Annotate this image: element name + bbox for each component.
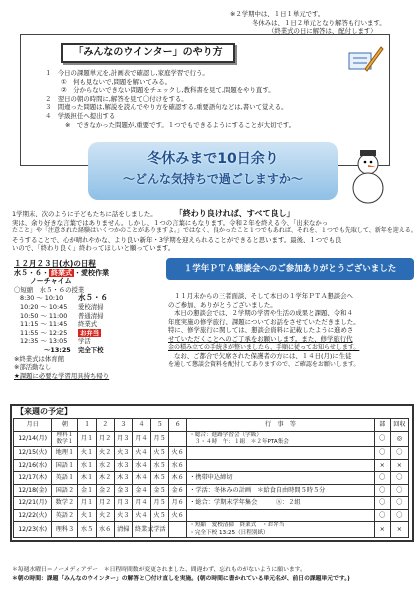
top-note-line: （終業式の日に解答は、配付します）: [268, 27, 377, 36]
table-row: [14, 484, 409, 497]
table-cell: 国語２: [52, 484, 78, 497]
table-cell: 〇: [374, 472, 390, 485]
table-header-cell: ５: [150, 419, 168, 432]
table-cell: 木５: [150, 472, 168, 485]
table-cell: 〇: [390, 447, 408, 460]
pta-line: １１月末からの三者面談、そして本日の１学年ＰＴＡ懇談会へ: [174, 292, 353, 300]
table-header-cell: ２: [96, 419, 114, 432]
table-cell: 月５: [150, 497, 168, 510]
table-cell: 水３: [114, 459, 132, 472]
table-cell: 火５: [150, 509, 168, 522]
table-cell: 火１: [78, 509, 96, 522]
table-cell: 数学２: [52, 497, 78, 510]
table-header-cell: 部: [374, 419, 390, 432]
schedule-event: 水５・６: [78, 293, 108, 303]
table-cell: 火６: [169, 447, 187, 460]
pta-line: を通して懇談会資料を配付してありますので、ご確認をお願いします。: [168, 360, 360, 368]
schedule-time: ～13:25: [44, 345, 71, 354]
step-item: ４ 学級担任へ提出する: [45, 111, 116, 120]
table-cell: 国語１: [52, 459, 78, 472]
table-cell: ×: [374, 459, 390, 472]
schedule-time: 11:55 ～ 12:25: [20, 328, 68, 337]
table-cell: 火３: [114, 509, 132, 522]
intro-line: たこと」や「注意された経験はいくつかのことがありますよ。」ではなく、良かったこと１つでもあれば、それを、１つでも先取して、新年を迎える。: [12, 227, 417, 235]
top-note-line: ※２学期中は、１日１単元です。: [230, 10, 325, 18]
schedule-sub-highlight: 終業式: [51, 268, 72, 277]
table-cell: 理科１ 数学１: [52, 431, 78, 447]
step-item: ① 何も見ないで,問題を解いてみる。: [61, 77, 172, 86]
table-cell: ×: [390, 522, 408, 538]
intro-line: いので、「終わり良く」終わってほしいと願っています。: [12, 244, 175, 253]
table-row: [14, 497, 409, 510]
table-cell: 12/23(水): [14, 522, 52, 538]
table-cell: 火５: [150, 447, 168, 460]
steps-list: [45, 69, 385, 129]
table-cell: ・携帯申込締切: [187, 472, 374, 485]
table-cell: ◎: [390, 431, 408, 447]
table-header-cell: ４: [132, 419, 150, 432]
table-cell: 12/22(火): [14, 509, 52, 522]
table-cell: 火２: [96, 447, 114, 460]
table-cell: 終業式: [132, 522, 150, 538]
pta-line: 年度実施の修学旅行、課題についてお話をさせていただきました。: [168, 317, 360, 326]
table-cell: 月３: [114, 497, 132, 510]
table-cell: ×: [390, 459, 408, 472]
schedule-footnote: ※部活動なし: [14, 363, 52, 372]
footer-notes: [12, 566, 412, 583]
table-cell: 月４: [132, 431, 150, 447]
table-cell: 〇: [374, 484, 390, 497]
schedule-sub: 水５・６・: [14, 268, 49, 277]
table-row: [14, 459, 409, 472]
table-row: [14, 447, 409, 460]
table-cell: 金２: [96, 484, 114, 497]
table-cell: 木１: [78, 472, 96, 485]
table-cell: 〇: [374, 497, 390, 510]
table-cell: 〇: [374, 447, 390, 460]
table-cell: 〇: [390, 472, 408, 485]
weekly-schedule: [10, 404, 414, 542]
table-cell: 金４: [132, 484, 150, 497]
step-item: ３ 間違った問題は,解説を読んでやり方を確認する,重要語句などは,書いて覚える。: [45, 103, 288, 112]
table-cell: 火１: [78, 447, 96, 460]
pta-title-banner: [166, 258, 414, 280]
table-cell: 12/17(木): [14, 472, 52, 485]
footer-line: ＊朝の時間：課題「みんなのウインター」の解答と〇付け直しを実施。(朝の時間に書かれている単元名が、前日の課題単元です。): [12, 575, 350, 582]
table-cell: 水６: [96, 522, 114, 538]
step-item: １ 今日の課題単元を,計画表で確認し,家庭学習で行う。: [45, 69, 209, 77]
schedule-row: 〇短縮 水５・６の授業: [14, 285, 85, 294]
table-cell: 12/18(金): [14, 484, 52, 497]
table-cell: 金５: [150, 484, 168, 497]
pta-title: １学年ＰＴＡ懇談会へのご参加ありがとうございました: [183, 264, 397, 274]
schedule-sub: ・愛校作業: [74, 268, 109, 277]
table-row: [14, 431, 409, 447]
table-cell: 水１: [78, 459, 96, 472]
pta-line: なお、ご都合で欠席された保護者の方には、１４日(月)に生徒: [174, 352, 352, 361]
intro-quote: 「終わり良ければ、すべて良し」: [174, 209, 295, 218]
table-cell: 水５: [150, 459, 168, 472]
table-cell: 地理１: [52, 447, 78, 460]
table-header-cell: ３: [114, 419, 132, 432]
top-note: [230, 10, 410, 36]
schedule-time: 11:15 ～ 11:45: [20, 320, 68, 329]
schedule-time: 8:30 ～ 10:10: [20, 294, 64, 303]
table-cell: 水５: [78, 522, 96, 538]
table-row: [14, 522, 409, 538]
table-cell: 火４: [132, 447, 150, 460]
table-cell: 水６: [169, 459, 187, 472]
table-cell: 月２: [96, 431, 114, 447]
table-cell: 金１: [78, 484, 96, 497]
step-item: ２ 翌日の朝の時間に,解答を見て〇付けをする。: [45, 94, 188, 103]
table-cell: 学活: [150, 522, 168, 538]
table-cell: 火３: [114, 447, 132, 460]
schedule-time: 12:35 ～ 13:05: [20, 337, 68, 346]
table-cell: 12/14(月): [14, 431, 52, 447]
table-cell: ×: [374, 522, 390, 538]
intro-lead: 1学期末、次のように子どもたちに話をしました。: [12, 210, 157, 218]
table-cell: 火４: [132, 509, 150, 522]
table-header-cell: 月日: [14, 419, 52, 432]
schedule-event-highlight: お弁当: [80, 328, 100, 337]
table-cell: ・総合：進路学習会（学級） ３・４時 午：１組 ＊２年PTA集会: [187, 431, 374, 447]
table-header-cell: 回収: [390, 419, 408, 432]
table-header-cell: 朝: [52, 419, 78, 432]
schedule-event: 愛校清掃: [78, 302, 104, 311]
table-cell: [187, 459, 374, 472]
schedule-event: 普通清掃: [78, 311, 104, 320]
table-cell: 火２: [96, 509, 114, 522]
intro-line: 実は、余り好きな言葉ではありません。しかし、１つの言葉にもなります。令和２年を終える今、「出来なかっ: [12, 218, 329, 227]
winter-title: 「みんなのウインター」のやり方: [61, 43, 235, 63]
weekly-table: [13, 418, 409, 538]
table-cell: 木６: [169, 472, 187, 485]
table-cell: 理科３: [52, 522, 78, 538]
table-header-cell: ６: [169, 419, 187, 432]
table-cell: 木３: [114, 472, 132, 485]
table-cell: ・短縮 愛校清掃 終業式 ・お弁当 ・完全下校 13:25（日程別紙）: [187, 522, 374, 538]
schedule-footnote: ★課題に必要な学習用具持ち帰り: [14, 371, 110, 380]
table-cell: ・総合：学期末学年集会 Ⓢ：２組: [187, 497, 374, 510]
pta-body: [168, 292, 412, 369]
table-cell: 〇: [390, 509, 408, 522]
table-cell: 〇: [390, 484, 408, 497]
weekly-title: 【来週の予定】: [16, 407, 72, 416]
schedule-event: 終業式: [78, 320, 98, 329]
intro-line: そうすることで、心が晴れやかな、より良い新年・3学期を迎えられることができると思います。最後、１つでも良: [12, 235, 342, 244]
table-cell: 清掃: [114, 522, 132, 538]
table-cell: 英語２: [52, 509, 78, 522]
table-cell: 英語１: [52, 472, 78, 485]
top-note-line: 冬休みは、１日２単元となり解答も行います。: [252, 18, 386, 27]
table-cell: 月２: [96, 497, 114, 510]
table-cell: 月５: [150, 431, 168, 447]
schedule-event: 完全下校: [78, 345, 104, 354]
pta-line: 特に、修学旅行に関しては、懇談会資料に記載したように進めさ: [168, 326, 354, 335]
snowman-icon: [346, 150, 390, 208]
table-header-cell: １: [78, 419, 96, 432]
table-header-cell: 行 事 等: [187, 419, 374, 432]
table-cell: 12/16(水): [14, 459, 52, 472]
winter-banner: [88, 142, 338, 200]
table-cell: 木２: [96, 472, 114, 485]
table-cell: 月６: [169, 497, 187, 510]
footer-line: ＊毎週水曜日＝ノーメディアデー ＊日程時間数が変更されました、間違わず、忘れものがないように願います。: [12, 567, 306, 573]
table-cell: 木４: [132, 472, 150, 485]
table-cell: [187, 509, 374, 522]
table-cell: 水２: [96, 459, 114, 472]
table-cell: 〇: [374, 431, 390, 447]
step-item: ② 分からないできない問題をチェックし,教科書を見て,問題をやり直す。: [61, 86, 275, 95]
pta-line: 本日の懇談会では、２学期の学習や生活の成果と課題、令和４: [174, 309, 353, 318]
schedule-time: 10:50 ～ 11:00: [20, 311, 68, 320]
table-cell: 月４: [132, 497, 150, 510]
pta-line: のご参加、ありがとうございました。: [168, 300, 277, 309]
schedule-footnote: ※終業式は体育館: [14, 354, 65, 363]
table-row: [14, 472, 409, 485]
banner-line1: 冬休みまで10日余り: [147, 151, 279, 167]
table-cell: [169, 522, 187, 538]
table-cell: 12/21(月): [14, 497, 52, 510]
table-cell: 金３: [114, 484, 132, 497]
table-cell: [169, 431, 187, 447]
pta-line: せていただくことへのご了承をお願いします。また、修学旅行代: [168, 334, 353, 343]
schedule-event: 学活: [78, 337, 91, 346]
table-cell: ・学活：冬休みの計画 ＊給食自由時間５時５分: [187, 484, 374, 497]
table-cell: [187, 447, 374, 460]
table-cell: 火６: [169, 509, 187, 522]
schedule-title: １２月２３日(水)の日程: [14, 259, 96, 268]
intro-section: [12, 209, 417, 253]
table-cell: 〇: [390, 497, 408, 510]
table-cell: 12/15(火): [14, 447, 52, 460]
table-header-row: [14, 419, 409, 432]
table-cell: 月３: [114, 431, 132, 447]
banner-line2: ～どんな気持ちで過ごしますか～: [123, 172, 303, 186]
schedule-1223: [14, 260, 154, 380]
schedule-time: 10:20 ～ 10:45: [20, 302, 68, 311]
table-row: [14, 509, 409, 522]
table-cell: 水４: [132, 459, 150, 472]
table-cell: 金６: [169, 484, 187, 497]
pta-line: 金の積み立ての手続きが整いましたら、手順に従ってお知らせします。: [168, 343, 360, 351]
table-cell: 月１: [78, 497, 96, 510]
schedule-note: ノーチャイム: [30, 277, 72, 286]
table-cell: 〇: [374, 509, 390, 522]
table-cell: 月１: [78, 431, 96, 447]
step-item: ※ できなかった問題が,重要です。１つでもできるようにすることが大切です。: [65, 120, 296, 129]
